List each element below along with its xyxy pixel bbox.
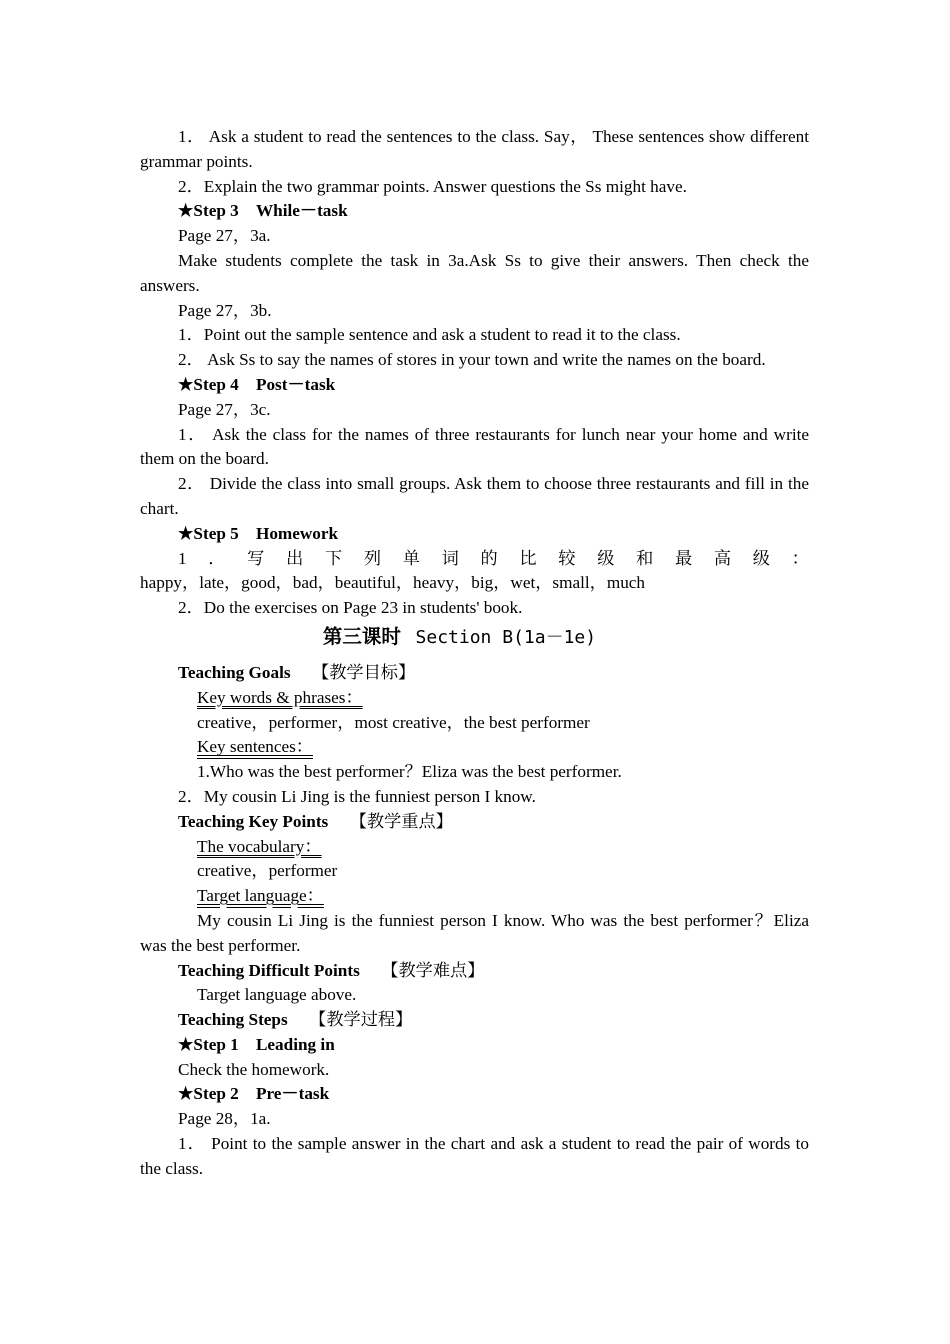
paragraph: Make students complete the task in 3a.Ask Ss to give their answers. Then check the answers. xyxy=(140,250,809,295)
step-heading: ★Step 3 While－task xyxy=(178,201,348,221)
homework-char: 和 xyxy=(636,548,654,568)
homework-char: 高 xyxy=(713,548,732,568)
homework-char: 较 xyxy=(558,548,576,568)
page-reference: Page 28，1a. xyxy=(178,1109,271,1129)
paragraph: 1． Point to the sample answer in the chart and ask a student to read the pair of words to the class. xyxy=(140,1134,809,1178)
key-sentence: 1.Who was the best performer？Eliza was the best performer. xyxy=(197,762,622,782)
difficult-points-heading xyxy=(140,959,809,984)
vocabulary-label: The vocabulary： xyxy=(197,836,322,856)
page-reference: Page 27，3b. xyxy=(178,300,272,320)
section-heading-cn: 第三课时 xyxy=(322,626,401,648)
paragraph: 1． Ask a student to read the sentences to the class. Say， These sentences show different grammar points. xyxy=(140,127,809,171)
target-language: My cousin Li Jing is the funniest person I know. Who was the best performer？Eliza was the best performer. xyxy=(140,910,809,955)
step-heading: ★Step 1 Leading in xyxy=(178,1034,335,1054)
target-language-label-line xyxy=(140,884,809,909)
page-reference: Page 27，3c. xyxy=(178,399,271,419)
homework-char: ： xyxy=(791,548,809,568)
difficult-points-heading-cn: 【教学难点】 xyxy=(381,960,485,980)
step-heading: ★Step 5 Homework xyxy=(178,523,339,543)
homework-char: 比 xyxy=(519,548,537,568)
homework-char: 词 xyxy=(441,548,459,568)
paragraph: Check the homework. xyxy=(178,1059,330,1079)
teaching-steps-heading-cn: 【教学过程】 xyxy=(309,1010,413,1030)
homework-char: 下 xyxy=(324,548,343,568)
key-sentence: 2．My cousin Li Jing is the funniest person I know. xyxy=(178,786,536,806)
homework-char: ． xyxy=(208,548,226,568)
difficult-points-text: Target language above. xyxy=(197,985,357,1005)
section-heading xyxy=(140,623,809,653)
homework-char: 写 xyxy=(247,548,265,568)
homework-word-list: happy，late，good，bad，beautiful，heavy，big，wet，small，much xyxy=(140,573,646,593)
teaching-steps-heading-en: Teaching Steps xyxy=(178,1010,288,1030)
key-points-heading-cn: 【教学重点】 xyxy=(349,811,453,831)
key-sentences-label: Key sentences： xyxy=(197,737,313,757)
homework-char: 的 xyxy=(480,548,498,568)
goals-heading-en: Teaching Goals xyxy=(178,662,291,682)
step-heading: ★Step 4 Post－task xyxy=(178,374,336,394)
target-language-label: Target language： xyxy=(197,886,324,906)
paragraph: 2．Do the exercises on Page 23 in students' book. xyxy=(178,598,523,618)
key-words-label-line xyxy=(140,686,809,711)
step-heading: ★Step 2 Pre－task xyxy=(178,1084,330,1104)
teaching-steps-heading xyxy=(140,1008,809,1033)
section-heading-en: Section B(1a－1e) xyxy=(415,626,597,648)
page-reference: Page 27，3a. xyxy=(178,226,271,246)
document-body xyxy=(140,125,809,1182)
homework-instruction-line xyxy=(140,547,809,572)
homework-char: 级 xyxy=(597,548,615,568)
homework-char: 最 xyxy=(674,548,693,568)
homework-char: 1 xyxy=(178,548,187,568)
paragraph: 2．Explain the two grammar points. Answer questions the Ss might have. xyxy=(178,176,687,196)
goals-heading-cn: 【教学目标】 xyxy=(312,662,416,682)
homework-char: 出 xyxy=(286,548,304,568)
difficult-points-heading-en: Teaching Difficult Points xyxy=(178,960,360,980)
paragraph: 1．Point out the sample sentence and ask a student to read it to the class. xyxy=(178,325,681,345)
vocabulary-label-line xyxy=(140,835,809,860)
vocabulary: creative，performer xyxy=(197,861,338,881)
key-sentences-label-line xyxy=(140,735,809,760)
homework-char: 列 xyxy=(363,548,382,568)
paragraph: 1． Ask the class for the names of three restaurants for lunch near your home and write them on the board. xyxy=(140,424,809,469)
homework-char: 单 xyxy=(402,548,420,568)
key-words-label: Key words & phrases： xyxy=(197,687,363,707)
paragraph: 2． Ask Ss to say the names of stores in your town and write the names on the board. xyxy=(178,350,766,370)
key-words: creative，performer，most creative，the best performer xyxy=(197,712,590,732)
key-points-heading xyxy=(140,810,809,835)
homework-char: 级 xyxy=(752,548,770,568)
paragraph: 2． Divide the class into small groups. Ask them to choose three restaurants and fill in the chart. xyxy=(140,474,809,518)
goals-heading xyxy=(140,661,809,686)
key-points-heading-en: Teaching Key Points xyxy=(178,811,329,831)
